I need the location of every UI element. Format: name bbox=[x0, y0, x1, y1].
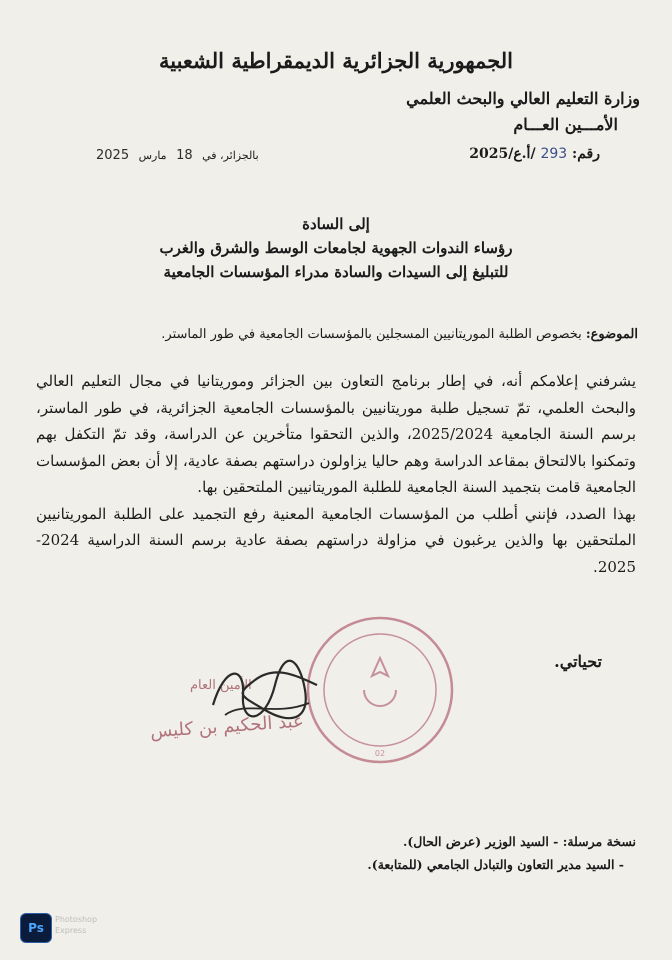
recipients-line-2: رؤساء الندوات الجهوية لجامعات الوسط والشرق والغرب bbox=[159, 239, 513, 257]
date-place: بالجزائر، في bbox=[202, 149, 259, 162]
svg-text:02: 02 bbox=[374, 749, 386, 758]
watermark-line-1: Photoshop bbox=[55, 915, 98, 924]
secretary-general-title: الأمـــين العـــام bbox=[513, 115, 618, 134]
body-paragraph-2: بهذا الصدد، فإنني أطلب من المؤسسات الجامعية المعنية رفع التجميد على الطلبة الموريتانيين الملتحقين بها والذين يرغبون في مزاولة دراستهم بصفة عادية برسم السنة الدراسية 2024-2025. bbox=[36, 504, 636, 576]
cc-line-2: - السيد مدير التعاون والتبادل الجامعي (للمتابعة). bbox=[367, 857, 624, 872]
watermark-line-2: Express bbox=[55, 926, 87, 935]
reference-suffix: /أ.ع/2025 bbox=[469, 146, 536, 162]
date-year: 2025 bbox=[96, 148, 130, 163]
carbon-copy-list bbox=[216, 830, 636, 876]
letter-body bbox=[36, 368, 636, 580]
republic-title: الجمهورية الجزائرية الديمقراطية الشعبية bbox=[158, 48, 513, 73]
reference-prefix: رقم: bbox=[572, 146, 600, 162]
ministry-name: وزارة التعليم العالي والبحث العلمي bbox=[406, 89, 640, 108]
reference-number bbox=[469, 146, 600, 162]
photoshop-express-icon: Ps bbox=[20, 913, 52, 943]
reference-value: 293 bbox=[540, 146, 568, 162]
recipients-line-1: إلى السادة bbox=[302, 215, 370, 233]
signer-title: الأمين العام bbox=[190, 678, 252, 693]
photoshop-express-watermark bbox=[55, 914, 97, 936]
issuer-block bbox=[360, 86, 640, 138]
date-month: مارس bbox=[138, 149, 167, 162]
subject-label: الموضوع: bbox=[585, 327, 638, 342]
date-day: 18 bbox=[176, 148, 193, 163]
signer-name: عبد الحكيم بن كليس bbox=[149, 710, 305, 743]
recipients-line-3: للتبليغ إلى السيدات والسادة مدراء المؤسسات الجامعية bbox=[163, 263, 509, 281]
body-paragraph-1: يشرفني إعلامكم أنه، في إطار برنامج التعاون بين الجزائر وموريتانيا في مجال التعليم العالي والبحث العلمي، تمّ تسجيل طلبة موريتانيين بالمؤسسات الجامعية الجزائرية، في طور الماستر، برسم السنة الجامعية 2025/2024، والذين التحقوا متأخرين عن الدراسة، وقد تمّ التكفل بهم وتمكنوا بالالتحاق بمقاعد الدراسة وهم حاليا يزاولون دراستهم بصفة عادية، إلا أن بعض المؤسسات الجامعية قامت بتجميد السنة الجامعية للطلبة الموريتانيين الملتحقين بها. bbox=[36, 372, 636, 496]
date-line bbox=[90, 148, 259, 163]
recipients-block bbox=[0, 212, 672, 284]
subject-text: بخصوص الطلبة الموريتانيين المسجلين بالمؤسسات الجامعية في طور الماستر. bbox=[161, 327, 582, 342]
subject-line bbox=[28, 325, 638, 345]
cc-line-1: نسخة مرسلة: - السيد الوزير (عرض الحال). bbox=[402, 834, 636, 849]
closing-salutation: تحياتي. bbox=[554, 652, 602, 671]
